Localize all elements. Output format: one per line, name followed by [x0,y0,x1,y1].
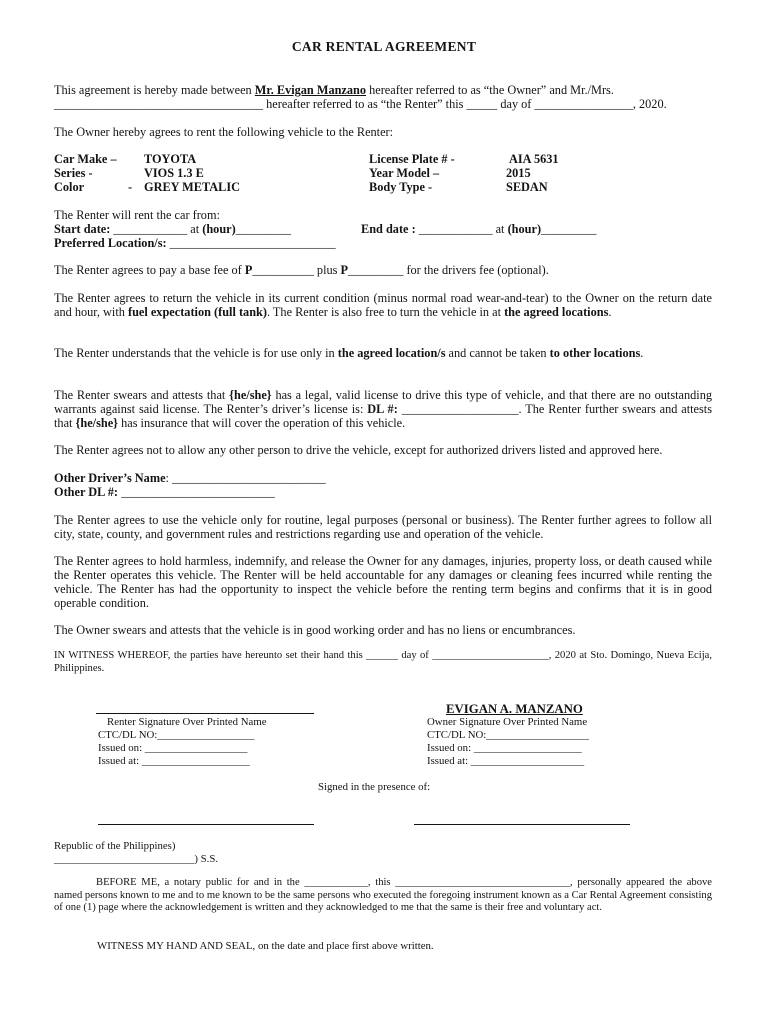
witness-hand-seal-text: WITNESS MY HAND AND SEAL, on the date and place first above written. [97,940,434,952]
rent-from-text: The Renter will rent the car from: [54,208,220,222]
series-label: Series - [54,166,93,180]
use-paragraph: The Renter understands that the vehicle is for use only in the agreed location/s and cannot be taken to other locations. [54,346,644,360]
other-driver-paragraph: The Renter agrees not to allow any other person to drive the vehicle, except for authorized drivers listed and approved here. [54,443,663,457]
preferred-location-line: Preferred Location/s: ___________________________ [54,236,336,250]
intro-paragraph-line1: This agreement is hereby made between Mr. Evigan Manzano hereafter referred to as “the Owner” and Mr./Mrs. [54,83,614,97]
body-label: Body Type - [369,180,433,194]
series-value: VIOS 1.3 E [144,166,204,180]
before-me-paragraph: BEFORE ME, a notary public for and in the ____________, this _________________________________, personally appeared the above named persons known to me and to me known to be the same persons who executed the foregoing instrument known as a Car Rental Agreement consisting of one (1) page where the acknowledgement is written and they acknowledged to me that the same is their free and voluntary act. [54,877,712,913]
witness-whereof-paragraph: IN WITNESS WHEREOF, the parties have hereunto set their hand this ______ day of ______________________, 2020 at Sto. Domingo, Nueva Ecija, Philippines. [54,650,712,674]
owner-caption: Owner Signature Over Printed Name [427,716,588,728]
renter-issued-at-field: Issued at: ____________________ [98,755,250,767]
year-value: 2015 [506,166,531,180]
year-label: Year Model – [369,166,440,180]
start-date-line: Start date: ____________ at (hour)_________ [54,222,292,236]
document-title: CAR RENTAL AGREEMENT [291,39,477,54]
other-driver-line: Other Driver’s Name: _________________________ [54,471,326,485]
renter-caption: Renter Signature Over Printed Name [107,716,267,728]
intro-paragraph-line2: __________________________________ hereafter referred to as “the Renter” this _____ day of ________________, 2020. [54,97,667,111]
color-value: GREY METALIC [144,180,240,194]
color-label: Color [54,180,85,194]
renter-issued-on-field: Issued on: ___________________ [98,742,248,754]
purpose-paragraph: The Renter agrees to use the vehicle only for routine, legal purposes (personal or business). The Renter further agrees to follow all city, state, county, and government rules and restrictions regarding use and operation of the vehicle. [54,513,712,541]
signed-in-presence-text: Signed in the presence of: [318,781,431,793]
renter-signature-line [96,713,314,714]
other-dl-label: Other DL #: [54,485,118,499]
fee-paragraph: The Renter agrees to pay a base fee of P__________ plus P_________ for the drivers fee (optional). [54,263,549,277]
ss-line: __________________________) S.S. [54,853,219,865]
start-date-label: Start date: [54,222,111,236]
renter-ctc-field: CTC/DL NO:__________________ [98,729,255,741]
end-date-label: End date : [361,222,416,236]
other-driver-label: Other Driver’s Name [54,471,166,485]
make-value: TOYOTA [144,152,197,166]
harmless-paragraph: The Renter agrees to hold harmless, indemnify, and release the Owner for any damages, injuries, property loss, or death caused while the Renter operates this vehicle. The Renter will be held accountable for any damages or cleaning fees incurred while renting the vehicle. The Renter has had the opportunity to inspect the vehicle before the renting term begins and confirms that it is in good operable condition. [54,554,712,610]
color-dash: - [128,180,133,194]
license-paragraph: The Renter swears and attests that {he/she} has a legal, valid license to drive this type of vehicle, and that there are no outstanding warrants against said license. The Renter’s driver’s license is: DL #: ___________________. The Renter further swears and attests that {he/she} has insurance that will cover the operation of this vehicle. [54,388,712,430]
plate-label: License Plate # - [369,152,455,166]
agree-rent-text: The Owner hereby agrees to rent the following vehicle to the Renter: [54,125,394,139]
owner-printed-name: EVIGAN A. MANZANO [446,702,583,716]
body-value: SEDAN [506,180,548,194]
witness-1-signature-line [98,824,314,825]
republic-text: Republic of the Philippines) [54,840,176,852]
owner-issued-at-field: Issued at: _____________________ [427,755,585,767]
make-label: Car Make – [54,152,117,166]
plate-value: AIA 5631 [509,152,559,166]
preferred-location-label: Preferred Location/s: [54,236,167,250]
witness-2-signature-line [414,824,630,825]
return-paragraph: The Renter agrees to return the vehicle in its current condition (minus normal road wear-and-tear) to the Owner on the return date and hour, with fuel expectation (full tank). The Renter is also free to turn the vehicle in at the agreed locations. [54,291,712,319]
owner-swears-text: The Owner swears and attests that the vehicle is in good working order and has no liens or encumbrances. [54,623,576,637]
owner-issued-on-field: Issued on: ____________________ [427,742,582,754]
owner-name: Mr. Evigan Manzano [254,83,367,97]
other-dl-line: Other DL #: _________________________ [54,485,275,499]
owner-ctc-field: CTC/DL NO:___________________ [427,729,589,741]
end-date-line: End date : ____________ at (hour)_________ [361,222,597,236]
